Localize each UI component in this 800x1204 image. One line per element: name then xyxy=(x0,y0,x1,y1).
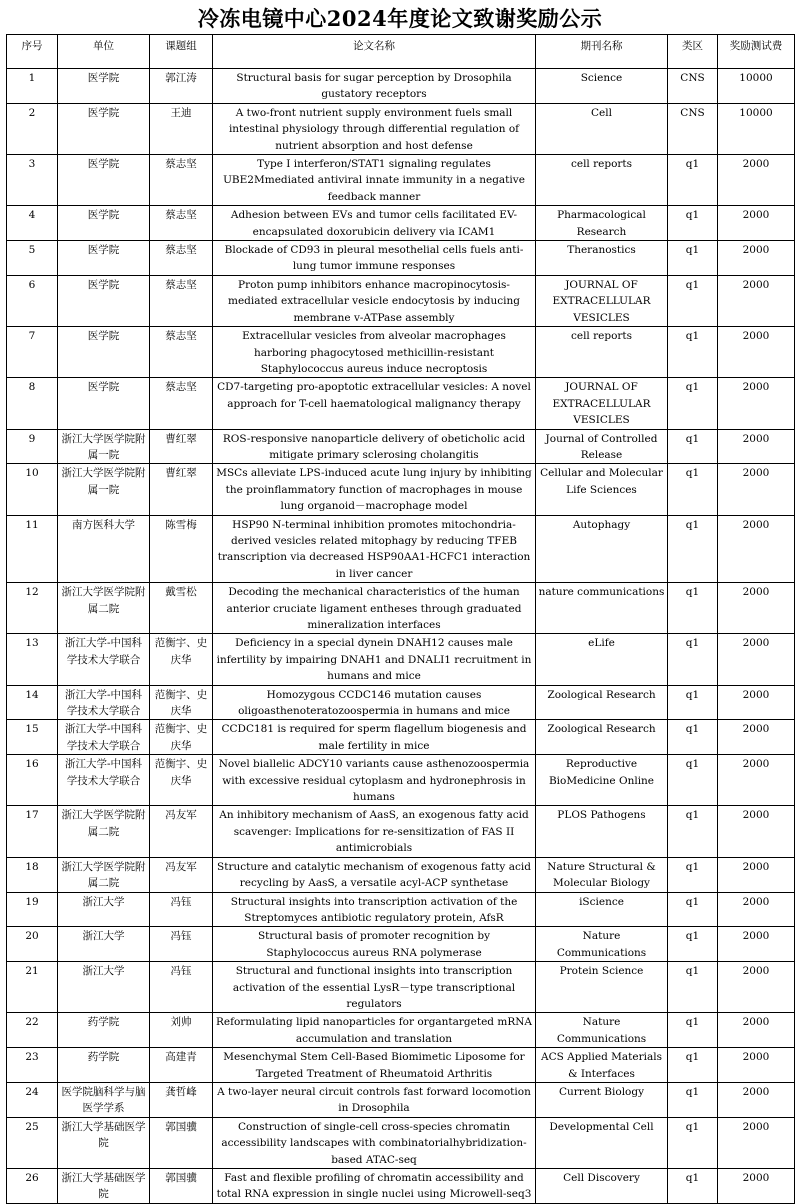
cell-category: q1 xyxy=(668,720,718,755)
cell-category: q1 xyxy=(668,857,718,892)
cell-group: 郭国骥 xyxy=(150,1169,213,1204)
table-row xyxy=(7,464,795,515)
cell-paper: CD7-targeting pro-apoptotic extracellular vesicles: A novel approach for T-cell haematological malignancy therapy xyxy=(213,378,536,429)
cell-paper: Structural insights into transcription activation of the Streptomyces antibiotic regulatory protein, AfsR xyxy=(213,892,536,927)
cell-paper: Novel biallelic ADCY10 variants cause asthenozoospermia with excessive residual cytoplasm and hydronephrosis in humans xyxy=(213,755,536,806)
cell-no: 3 xyxy=(7,155,58,206)
cell-unit: 浙江大学基础医学院 xyxy=(58,1117,150,1168)
cell-group: 高建青 xyxy=(150,1048,213,1083)
table-row xyxy=(7,1117,795,1168)
cell-group: 冯钰 xyxy=(150,962,213,1013)
cell-category: q1 xyxy=(668,429,718,464)
cell-group: 郭国骥 xyxy=(150,1117,213,1168)
cell-paper: Proton pump inhibitors enhance macropinocytosis-mediated extracellular vesicle endocytosis by inducing membrane v-ATPase assembly xyxy=(213,275,536,326)
cell-fee: 2000 xyxy=(718,892,795,927)
cell-fee: 2000 xyxy=(718,583,795,634)
cell-paper: Decoding the mechanical characteristics of the human anterior cruciate ligament entheses through graduated mineralization interfaces xyxy=(213,583,536,634)
cell-paper: Adhesion between EVs and tumor cells facilitated EV-encapsulated doxorubicin delivery via ICAM1 xyxy=(213,206,536,241)
cell-no: 24 xyxy=(7,1082,58,1117)
cell-no: 23 xyxy=(7,1048,58,1083)
table-row xyxy=(7,275,795,326)
cell-category: q1 xyxy=(668,806,718,857)
cell-journal: Zoological Research xyxy=(536,720,668,755)
cell-category: q1 xyxy=(668,275,718,326)
cell-journal: Nature Communications xyxy=(536,927,668,962)
cell-group: 冯钰 xyxy=(150,892,213,927)
cell-no: 20 xyxy=(7,927,58,962)
cell-fee: 2000 xyxy=(718,755,795,806)
cell-group: 冯友军 xyxy=(150,806,213,857)
table-row xyxy=(7,103,795,154)
cell-category: q1 xyxy=(668,241,718,276)
cell-category: q1 xyxy=(668,155,718,206)
cell-group: 刘帅 xyxy=(150,1013,213,1048)
cell-category: q1 xyxy=(668,1013,718,1048)
cell-group: 曹红翠 xyxy=(150,429,213,464)
cell-category: q1 xyxy=(668,634,718,685)
cell-group: 陈雪梅 xyxy=(150,515,213,583)
cell-category: q1 xyxy=(668,378,718,429)
cell-group: 冯友军 xyxy=(150,857,213,892)
table-row xyxy=(7,515,795,583)
cell-fee: 2000 xyxy=(718,857,795,892)
document-title: 冷冻电镜中心2024年度论文致谢奖励公示 xyxy=(197,6,603,31)
header-paper: 论文名称 xyxy=(213,35,536,69)
cell-unit: 药学院 xyxy=(58,1013,150,1048)
cell-paper: Structural basis of promoter recognition by Staphylococcus aureus RNA polymerase xyxy=(213,927,536,962)
cell-group: 王迪 xyxy=(150,103,213,154)
cell-group: 蔡志坚 xyxy=(150,378,213,429)
cell-group: 冯钰 xyxy=(150,927,213,962)
cell-fee: 2000 xyxy=(718,327,795,378)
cell-journal: Cell xyxy=(536,103,668,154)
cell-fee: 2000 xyxy=(718,155,795,206)
award-table xyxy=(6,34,795,1204)
cell-group: 蔡志坚 xyxy=(150,155,213,206)
cell-no: 18 xyxy=(7,857,58,892)
cell-journal: Journal of Controlled Release xyxy=(536,429,668,464)
table-row xyxy=(7,206,795,241)
cell-unit: 医学院 xyxy=(58,241,150,276)
cell-paper: Blockade of CD93 in pleural mesothelial cells fuels anti-lung tumor immune responses xyxy=(213,241,536,276)
table-row xyxy=(7,755,795,806)
cell-group: 蔡志坚 xyxy=(150,327,213,378)
cell-journal: Science xyxy=(536,69,668,104)
cell-paper: A two-front nutrient supply environment fuels small intestinal physiology through differential regulation of nutrient absorption and host defense xyxy=(213,103,536,154)
cell-fee: 2000 xyxy=(718,429,795,464)
header-unit: 单位 xyxy=(58,35,150,69)
table-row xyxy=(7,685,795,720)
cell-category: q1 xyxy=(668,962,718,1013)
cell-group: 范衡宇、史庆华 xyxy=(150,634,213,685)
table-body xyxy=(7,69,795,1204)
cell-group: 范衡宇、史庆华 xyxy=(150,755,213,806)
cell-group: 蔡志坚 xyxy=(150,275,213,326)
table-row xyxy=(7,241,795,276)
cell-fee: 10000 xyxy=(718,69,795,104)
cell-group: 曹红翠 xyxy=(150,464,213,515)
cell-unit: 医学院 xyxy=(58,69,150,104)
cell-category: q1 xyxy=(668,464,718,515)
cell-unit: 医学院 xyxy=(58,327,150,378)
cell-category: q1 xyxy=(668,755,718,806)
cell-fee: 2000 xyxy=(718,720,795,755)
cell-category: q1 xyxy=(668,892,718,927)
cell-no: 6 xyxy=(7,275,58,326)
cell-no: 4 xyxy=(7,206,58,241)
cell-journal: Reproductive BioMedicine Online xyxy=(536,755,668,806)
cell-paper: Construction of single-cell cross-species chromatin accessibility landscapes with combinatorialhybridization-based ATAC-seq xyxy=(213,1117,536,1168)
cell-no: 19 xyxy=(7,892,58,927)
cell-journal: Nature Communications xyxy=(536,1013,668,1048)
cell-unit: 浙江大学 xyxy=(58,962,150,1013)
cell-group: 范衡宇、史庆华 xyxy=(150,685,213,720)
cell-fee: 10000 xyxy=(718,103,795,154)
cell-no: 11 xyxy=(7,515,58,583)
table-row xyxy=(7,155,795,206)
cell-paper: Homozygous CCDC146 mutation causes oligoasthenoteratozoospermia in humans and mice xyxy=(213,685,536,720)
cell-unit: 浙江大学-中国科学技术大学联合 xyxy=(58,685,150,720)
table-row xyxy=(7,69,795,104)
cell-journal: Nature Structural & Molecular Biology xyxy=(536,857,668,892)
cell-journal: nature communications xyxy=(536,583,668,634)
table-row xyxy=(7,327,795,378)
cell-no: 16 xyxy=(7,755,58,806)
cell-group: 龚哲峰 xyxy=(150,1082,213,1117)
cell-unit: 医学院 xyxy=(58,275,150,326)
cell-paper: Type I interferon/STAT1 signaling regulates UBE2Mmediated antiviral innate immunity in a negative feedback manner xyxy=(213,155,536,206)
cell-category: q1 xyxy=(668,685,718,720)
cell-no: 17 xyxy=(7,806,58,857)
cell-paper: CCDC181 is required for sperm flagellum biogenesis and male fertility in mice xyxy=(213,720,536,755)
cell-unit: 南方医科大学 xyxy=(58,515,150,583)
cell-no: 14 xyxy=(7,685,58,720)
cell-paper: Structural and functional insights into transcription activation of the essential LysR－type transcriptional regulators xyxy=(213,962,536,1013)
cell-unit: 浙江大学-中国科学技术大学联合 xyxy=(58,720,150,755)
cell-fee: 2000 xyxy=(718,634,795,685)
cell-no: 15 xyxy=(7,720,58,755)
header-group: 课题组 xyxy=(150,35,213,69)
cell-no: 9 xyxy=(7,429,58,464)
header-no: 序号 xyxy=(7,35,58,69)
table-row xyxy=(7,1048,795,1083)
cell-category: q1 xyxy=(668,1082,718,1117)
cell-fee: 2000 xyxy=(718,806,795,857)
cell-fee: 2000 xyxy=(718,1013,795,1048)
table-row xyxy=(7,962,795,1013)
cell-journal: Zoological Research xyxy=(536,685,668,720)
cell-unit: 医学院 xyxy=(58,206,150,241)
table-row xyxy=(7,892,795,927)
cell-fee: 2000 xyxy=(718,1082,795,1117)
table-row xyxy=(7,806,795,857)
cell-group: 范衡宇、史庆华 xyxy=(150,720,213,755)
cell-unit: 浙江大学医学院附属二院 xyxy=(58,857,150,892)
cell-paper: A two-layer neural circuit controls fast forward locomotion in Drosophila xyxy=(213,1082,536,1117)
cell-fee: 2000 xyxy=(718,685,795,720)
table-row xyxy=(7,857,795,892)
cell-no: 21 xyxy=(7,962,58,1013)
cell-no: 12 xyxy=(7,583,58,634)
cell-no: 26 xyxy=(7,1169,58,1204)
cell-no: 22 xyxy=(7,1013,58,1048)
cell-fee: 2000 xyxy=(718,206,795,241)
cell-unit: 浙江大学-中国科学技术大学联合 xyxy=(58,634,150,685)
cell-paper: Structure and catalytic mechanism of exogenous fatty acid recycling by AasS, a versatile acyl-ACP synthetase xyxy=(213,857,536,892)
cell-no: 10 xyxy=(7,464,58,515)
cell-category: q1 xyxy=(668,327,718,378)
cell-fee: 2000 xyxy=(718,1117,795,1168)
cell-group: 戴雪松 xyxy=(150,583,213,634)
cell-category: q1 xyxy=(668,583,718,634)
cell-unit: 浙江大学医学院附属二院 xyxy=(58,806,150,857)
cell-fee: 2000 xyxy=(718,464,795,515)
cell-category: q1 xyxy=(668,927,718,962)
cell-category: CNS xyxy=(668,69,718,104)
cell-journal: Cell Discovery xyxy=(536,1169,668,1204)
cell-journal: Theranostics xyxy=(536,241,668,276)
table-row xyxy=(7,1082,795,1117)
cell-no: 7 xyxy=(7,327,58,378)
cell-group: 蔡志坚 xyxy=(150,206,213,241)
cell-category: q1 xyxy=(668,1048,718,1083)
cell-category: q1 xyxy=(668,1169,718,1204)
table-row xyxy=(7,429,795,464)
cell-unit: 医学院 xyxy=(58,103,150,154)
cell-category: q1 xyxy=(668,206,718,241)
cell-fee: 2000 xyxy=(718,275,795,326)
table-header-row xyxy=(7,35,795,69)
cell-unit: 医学院脑科学与脑医学学系 xyxy=(58,1082,150,1117)
cell-journal: iScience xyxy=(536,892,668,927)
cell-journal: Autophagy xyxy=(536,515,668,583)
cell-journal: Protein Science xyxy=(536,962,668,1013)
cell-journal: Pharmacological Research xyxy=(536,206,668,241)
cell-fee: 2000 xyxy=(718,378,795,429)
cell-no: 1 xyxy=(7,69,58,104)
cell-unit: 浙江大学 xyxy=(58,927,150,962)
cell-paper: Fast and flexible profiling of chromatin accessibility and total RNA expression in single nuclei using Microwell-seq3 xyxy=(213,1169,536,1204)
cell-no: 2 xyxy=(7,103,58,154)
cell-journal: PLOS Pathogens xyxy=(536,806,668,857)
cell-paper: Extracellular vesicles from alveolar macrophages harboring phagocytosed methicillin-resistant Staphylococcus aureus induce necroptosis xyxy=(213,327,536,378)
cell-paper: Reformulating lipid nanoparticles for organtargeted mRNA accumulation and translation xyxy=(213,1013,536,1048)
cell-group: 蔡志坚 xyxy=(150,241,213,276)
cell-unit: 浙江大学-中国科学技术大学联合 xyxy=(58,755,150,806)
cell-no: 25 xyxy=(7,1117,58,1168)
cell-fee: 2000 xyxy=(718,1048,795,1083)
header-journal: 期刊名称 xyxy=(536,35,668,69)
cell-group: 郭江涛 xyxy=(150,69,213,104)
cell-unit: 浙江大学基础医学院 xyxy=(58,1169,150,1204)
cell-no: 8 xyxy=(7,378,58,429)
cell-unit: 浙江大学 xyxy=(58,892,150,927)
cell-paper: Mesenchymal Stem Cell-Based Biomimetic Liposome for Targeted Treatment of Rheumatoid Arthritis xyxy=(213,1048,536,1083)
cell-paper: Deficiency in a special dynein DNAH12 causes male infertility by impairing DNAH1 and DNALI1 recruitment in humans and mice xyxy=(213,634,536,685)
cell-journal: cell reports xyxy=(536,327,668,378)
cell-unit: 医学院 xyxy=(58,378,150,429)
cell-unit: 浙江大学医学院附属一院 xyxy=(58,429,150,464)
cell-unit: 医学院 xyxy=(58,155,150,206)
table-row xyxy=(7,583,795,634)
table-row xyxy=(7,1169,795,1204)
cell-journal: Developmental Cell xyxy=(536,1117,668,1168)
cell-unit: 药学院 xyxy=(58,1048,150,1083)
cell-journal: JOURNAL OF EXTRACELLULAR VESICLES xyxy=(536,378,668,429)
cell-unit: 浙江大学医学院附属二院 xyxy=(58,583,150,634)
cell-journal: JOURNAL OF EXTRACELLULAR VESICLES xyxy=(536,275,668,326)
cell-paper: HSP90 N-terminal inhibition promotes mitochondria-derived vesicles related mitophagy by reducing TFEB transcription via decreased HSP90AA1-HCFC1 interaction in liver cancer xyxy=(213,515,536,583)
cell-journal: ACS Applied Materials & Interfaces xyxy=(536,1048,668,1083)
table-row xyxy=(7,927,795,962)
cell-journal: Current Biology xyxy=(536,1082,668,1117)
cell-unit: 浙江大学医学院附属一院 xyxy=(58,464,150,515)
header-category: 类区 xyxy=(668,35,718,69)
cell-journal: eLife xyxy=(536,634,668,685)
cell-paper: MSCs alleviate LPS-induced acute lung injury by inhibiting the proinflammatory function of macrophages in mouse lung organoid－macrophage model xyxy=(213,464,536,515)
cell-fee: 2000 xyxy=(718,515,795,583)
cell-no: 13 xyxy=(7,634,58,685)
cell-journal: cell reports xyxy=(536,155,668,206)
cell-category: CNS xyxy=(668,103,718,154)
cell-category: q1 xyxy=(668,1117,718,1168)
cell-paper: ROS-responsive nanoparticle delivery of obeticholic acid mitigate primary sclerosing cholangitis xyxy=(213,429,536,464)
cell-fee: 2000 xyxy=(718,241,795,276)
cell-paper: An inhibitory mechanism of AasS, an exogenous fatty acid scavenger: Implications for re-sensitization of FAS II antimicrobials xyxy=(213,806,536,857)
cell-fee: 2000 xyxy=(718,962,795,1013)
cell-fee: 2000 xyxy=(718,1169,795,1204)
cell-category: q1 xyxy=(668,515,718,583)
cell-journal: Cellular and Molecular Life Sciences xyxy=(536,464,668,515)
cell-fee: 2000 xyxy=(718,927,795,962)
table-row xyxy=(7,720,795,755)
cell-paper: Structural basis for sugar perception by Drosophila gustatory receptors xyxy=(213,69,536,104)
table-row xyxy=(7,378,795,429)
cell-no: 5 xyxy=(7,241,58,276)
header-fee: 奖励测试费 xyxy=(718,35,795,69)
table-row xyxy=(7,634,795,685)
table-row xyxy=(7,1013,795,1048)
